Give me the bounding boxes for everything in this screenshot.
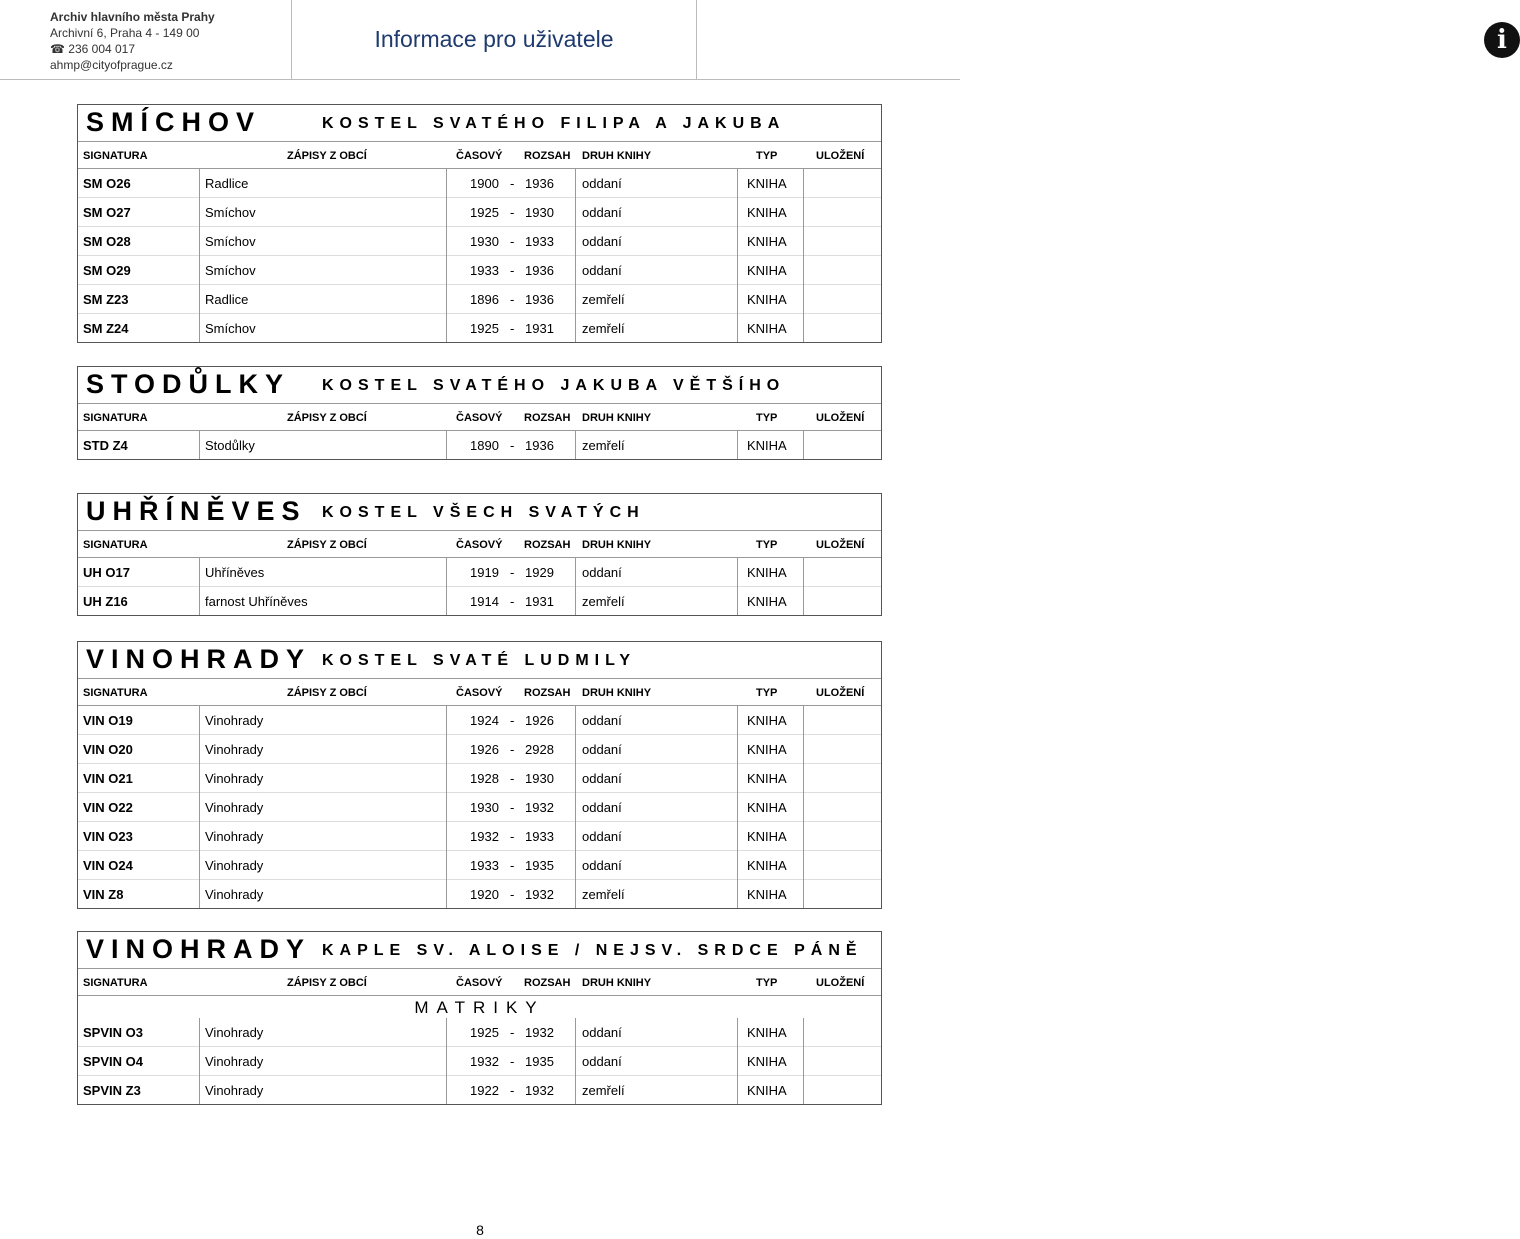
column-header-ulozeni: ULOŽENÍ (816, 977, 865, 989)
column-divider (446, 706, 447, 908)
cell-sig: UH Z16 (83, 594, 128, 609)
cell-dash: - (510, 176, 515, 191)
cell-from: 1924 (470, 713, 499, 728)
church-name: KAPLE SV. ALOISE / NEJSV. SRDCE PÁNĚ (322, 942, 863, 959)
church-name: KOSTEL SVATÉHO FILIPA A JAKUBA (322, 115, 786, 132)
cell-from: 1926 (470, 742, 499, 757)
org-email: ahmp@cityofprague.cz (50, 58, 173, 72)
section-subheading: MATRIKY (414, 998, 545, 1017)
column-header-casovy: ČASOVÝ (456, 539, 503, 551)
cell-druh: zemřelí (582, 1083, 625, 1098)
church-name: KOSTEL SVATÉHO JAKUBA VĚTŠÍHO (322, 377, 786, 394)
column-header-signatura: SIGNATURA (83, 539, 148, 551)
cell-sig: VIN O22 (83, 800, 133, 815)
page-number: 8 (476, 1222, 484, 1238)
cell-from: 1928 (470, 771, 499, 786)
church-name: KOSTEL VŠECH SVATÝCH (322, 504, 645, 521)
cell-from: 1890 (470, 438, 499, 453)
cell-typ: KNIHA (747, 594, 787, 609)
cell-druh: oddaní (582, 713, 622, 728)
cell-sig: SM Z24 (83, 321, 129, 336)
cell-sig: SPVIN Z3 (83, 1083, 141, 1098)
cell-typ: KNIHA (747, 1083, 787, 1098)
cell-druh: zemřelí (582, 292, 625, 307)
column-header-signatura: SIGNATURA (83, 687, 148, 699)
cell-to: 1930 (525, 205, 554, 220)
column-header-typ: TYP (756, 539, 778, 551)
cell-typ: KNIHA (747, 887, 787, 902)
column-header-casovy: ČASOVÝ (456, 412, 503, 424)
column-header-row (78, 679, 881, 706)
cell-obec: Vinohrady (205, 887, 264, 902)
cell-from: 1933 (470, 858, 499, 873)
cell-from: 1919 (470, 565, 499, 580)
cell-druh: oddaní (582, 771, 622, 786)
cell-sig: VIN O20 (83, 742, 133, 757)
cell-typ: KNIHA (747, 1025, 787, 1040)
cell-to: 1936 (525, 176, 554, 191)
column-divider (199, 1018, 200, 1104)
location-name: VINOHRADY (86, 644, 312, 674)
column-header-zapisy: ZÁPISY Z OBCÍ (287, 687, 367, 699)
cell-druh: oddaní (582, 205, 622, 220)
cell-typ: KNIHA (747, 438, 787, 453)
column-divider (803, 1018, 804, 1104)
cell-sig: VIN O21 (83, 771, 133, 786)
column-header-druh: DRUH KNIHY (582, 150, 652, 162)
cell-dash: - (510, 1083, 515, 1098)
registry-section (77, 641, 882, 909)
cell-from: 1932 (470, 1054, 499, 1069)
cell-typ: KNIHA (747, 321, 787, 336)
cell-dash: - (510, 742, 515, 757)
section-rows (78, 706, 881, 908)
column-divider (446, 1018, 447, 1104)
column-header-zapisy: ZÁPISY Z OBCÍ (287, 150, 367, 162)
cell-from: 1932 (470, 829, 499, 844)
column-header-druh: DRUH KNIHY (582, 977, 652, 989)
column-divider (199, 431, 200, 459)
org-name: Archiv hlavního města Prahy (50, 10, 215, 24)
cell-from: 1896 (470, 292, 499, 307)
cell-to: 1929 (525, 565, 554, 580)
cell-obec: Vinohrady (205, 1054, 264, 1069)
location-name: SMÍCHOV (86, 107, 262, 137)
org-phone-line (50, 41, 215, 57)
column-header-rozsah: ROZSAH (524, 977, 571, 989)
cell-obec: Radlice (205, 176, 249, 191)
section-rows (78, 558, 881, 615)
column-header-row (78, 531, 881, 558)
registry-section (77, 931, 882, 1105)
cell-typ: KNIHA (747, 1054, 787, 1069)
org-address: Archivní 6, Praha 4 - 149 00 (50, 26, 200, 40)
phone-icon: ☎ (50, 42, 65, 56)
column-header-row (78, 969, 881, 996)
cell-typ: KNIHA (747, 713, 787, 728)
cell-typ: KNIHA (747, 176, 787, 191)
cell-sig: SM Z23 (83, 292, 129, 307)
column-header-rozsah: ROZSAH (524, 539, 571, 551)
column-divider (803, 706, 804, 908)
column-divider (446, 431, 447, 459)
cell-from: 1930 (470, 234, 499, 249)
cell-druh: oddaní (582, 263, 622, 278)
registry-section (77, 366, 882, 460)
header-icon-box (697, 0, 1507, 80)
cell-sig: VIN O23 (83, 829, 133, 844)
column-header-ulozeni: ULOŽENÍ (816, 687, 865, 699)
column-header-rozsah: ROZSAH (524, 687, 571, 699)
cell-dash: - (510, 263, 515, 278)
cell-to: 1936 (525, 263, 554, 278)
column-divider (803, 169, 804, 342)
cell-obec: Smíchov (205, 263, 256, 278)
cell-dash: - (510, 829, 515, 844)
cell-obec: Vinohrady (205, 829, 264, 844)
column-header-row (78, 142, 881, 169)
cell-dash: - (510, 594, 515, 609)
cell-to: 1936 (525, 292, 554, 307)
cell-obec: Smíchov (205, 321, 256, 336)
cell-obec: Vinohrady (205, 771, 264, 786)
column-header-rozsah: ROZSAH (524, 150, 571, 162)
cell-dash: - (510, 858, 515, 873)
cell-sig: VIN O19 (83, 713, 133, 728)
page-title: Informace pro uživatele (374, 26, 614, 52)
cell-sig: UH O17 (83, 565, 130, 580)
cell-to: 1930 (525, 771, 554, 786)
cell-typ: KNIHA (747, 800, 787, 815)
column-divider (446, 169, 447, 342)
column-divider (737, 1018, 738, 1104)
cell-obec: Radlice (205, 292, 249, 307)
location-name: STODŮLKY (86, 369, 291, 399)
column-header-ulozeni: ULOŽENÍ (816, 150, 865, 162)
section-heading (78, 932, 881, 969)
cell-sig: VIN O24 (83, 858, 133, 873)
column-header-typ: TYP (756, 687, 778, 699)
registry-section (77, 104, 882, 343)
cell-from: 1933 (470, 263, 499, 278)
location-name: VINOHRADY (86, 934, 312, 964)
cell-obec: Vinohrady (205, 800, 264, 815)
cell-typ: KNIHA (747, 205, 787, 220)
cell-sig: SM O27 (83, 205, 131, 220)
section-heading (78, 642, 881, 679)
cell-from: 1920 (470, 887, 499, 902)
column-divider (737, 431, 738, 459)
column-header-typ: TYP (756, 977, 778, 989)
section-heading (78, 494, 881, 531)
column-header-casovy: ČASOVÝ (456, 687, 503, 699)
cell-sig: SPVIN O3 (83, 1025, 143, 1040)
cell-to: 1935 (525, 858, 554, 873)
column-header-zapisy: ZÁPISY Z OBCÍ (287, 539, 367, 551)
column-divider (803, 431, 804, 459)
column-divider (199, 169, 200, 342)
cell-obec: Stodůlky (205, 438, 255, 453)
column-header-zapisy: ZÁPISY Z OBCÍ (287, 977, 367, 989)
cell-druh: zemřelí (582, 887, 625, 902)
cell-obec: Vinohrady (205, 742, 264, 757)
cell-sig: STD Z4 (83, 438, 128, 453)
cell-to: 1933 (525, 234, 554, 249)
cell-dash: - (510, 205, 515, 220)
cell-dash: - (510, 234, 515, 249)
cell-from: 1925 (470, 1025, 499, 1040)
cell-typ: KNIHA (747, 292, 787, 307)
cell-sig: SM O26 (83, 176, 131, 191)
column-header-ulozeni: ULOŽENÍ (816, 539, 865, 551)
cell-dash: - (510, 321, 515, 336)
cell-from: 1922 (470, 1083, 499, 1098)
column-header-zapisy: ZÁPISY Z OBCÍ (287, 412, 367, 424)
cell-to: 1935 (525, 1054, 554, 1069)
cell-sig: SM O28 (83, 234, 131, 249)
cell-typ: KNIHA (747, 771, 787, 786)
column-header-rozsah: ROZSAH (524, 412, 571, 424)
column-divider (575, 431, 576, 459)
cell-druh: zemřelí (582, 438, 625, 453)
cell-druh: oddaní (582, 1025, 622, 1040)
registry-section (77, 493, 882, 616)
column-header-row (78, 404, 881, 431)
cell-druh: oddaní (582, 829, 622, 844)
cell-druh: oddaní (582, 1054, 622, 1069)
cell-obec: farnost Uhříněves (205, 594, 308, 609)
header-org-box (0, 0, 292, 80)
section-heading (78, 105, 881, 142)
page-header (0, 0, 1507, 82)
cell-from: 1925 (470, 321, 499, 336)
cell-typ: KNIHA (747, 263, 787, 278)
cell-to: 1932 (525, 887, 554, 902)
column-header-signatura: SIGNATURA (83, 150, 148, 162)
cell-obec: Smíchov (205, 234, 256, 249)
cell-sig: VIN Z8 (83, 887, 124, 902)
cell-to: 1931 (525, 594, 554, 609)
cell-dash: - (510, 438, 515, 453)
column-divider (199, 558, 200, 615)
cell-druh: zemřelí (582, 594, 625, 609)
cell-dash: - (510, 713, 515, 728)
header-title-box (292, 0, 697, 80)
info-icon: i (1484, 22, 1520, 58)
column-divider (737, 706, 738, 908)
cell-sig: SM O29 (83, 263, 131, 278)
cell-from: 1925 (470, 205, 499, 220)
section-rows (78, 431, 881, 459)
cell-to: 2928 (525, 742, 554, 757)
column-header-druh: DRUH KNIHY (582, 687, 652, 699)
column-header-casovy: ČASOVÝ (456, 150, 503, 162)
section-heading (78, 367, 881, 404)
cell-druh: oddaní (582, 800, 622, 815)
cell-druh: zemřelí (582, 321, 625, 336)
cell-dash: - (510, 1025, 515, 1040)
column-header-ulozeni: ULOŽENÍ (816, 412, 865, 424)
column-header-signatura: SIGNATURA (83, 412, 148, 424)
section-rows (78, 1018, 881, 1104)
cell-typ: KNIHA (747, 234, 787, 249)
cell-druh: oddaní (582, 565, 622, 580)
cell-to: 1926 (525, 713, 554, 728)
cell-to: 1932 (525, 1025, 554, 1040)
cell-obec: Vinohrady (205, 1025, 264, 1040)
cell-from: 1900 (470, 176, 499, 191)
location-name: UHŘÍNĚVES (86, 496, 307, 526)
cell-dash: - (510, 771, 515, 786)
column-divider (575, 706, 576, 908)
cell-dash: - (510, 887, 515, 902)
cell-from: 1914 (470, 594, 499, 609)
cell-to: 1932 (525, 800, 554, 815)
cell-to: 1933 (525, 829, 554, 844)
column-header-typ: TYP (756, 150, 778, 162)
cell-from: 1930 (470, 800, 499, 815)
cell-typ: KNIHA (747, 858, 787, 873)
cell-obec: Uhříněves (205, 565, 265, 580)
column-header-signatura: SIGNATURA (83, 977, 148, 989)
cell-sig: SPVIN O4 (83, 1054, 143, 1069)
church-name: KOSTEL SVATÉ LUDMILY (322, 652, 637, 669)
column-divider (575, 169, 576, 342)
column-divider (575, 558, 576, 615)
column-divider (199, 706, 200, 908)
cell-dash: - (510, 800, 515, 815)
column-divider (737, 169, 738, 342)
column-header-casovy: ČASOVÝ (456, 977, 503, 989)
column-header-druh: DRUH KNIHY (582, 412, 652, 424)
cell-typ: KNIHA (747, 829, 787, 844)
column-divider (575, 1018, 576, 1104)
column-header-typ: TYP (756, 412, 778, 424)
column-divider (737, 558, 738, 615)
cell-dash: - (510, 565, 515, 580)
cell-obec: Vinohrady (205, 858, 264, 873)
cell-to: 1936 (525, 438, 554, 453)
cell-to: 1931 (525, 321, 554, 336)
section-rows (78, 169, 881, 342)
cell-druh: oddaní (582, 234, 622, 249)
column-divider (446, 558, 447, 615)
org-phone: 236 004 017 (68, 42, 136, 56)
cell-druh: oddaní (582, 742, 622, 757)
column-divider (803, 558, 804, 615)
cell-dash: - (510, 1054, 515, 1069)
cell-typ: KNIHA (747, 565, 787, 580)
cell-obec: Vinohrady (205, 1083, 264, 1098)
column-header-druh: DRUH KNIHY (582, 539, 652, 551)
org-contact (50, 9, 215, 73)
cell-obec: Vinohrady (205, 713, 264, 728)
cell-druh: oddaní (582, 858, 622, 873)
cell-obec: Smíchov (205, 205, 256, 220)
cell-druh: oddaní (582, 176, 622, 191)
cell-to: 1932 (525, 1083, 554, 1098)
cell-dash: - (510, 292, 515, 307)
cell-typ: KNIHA (747, 742, 787, 757)
